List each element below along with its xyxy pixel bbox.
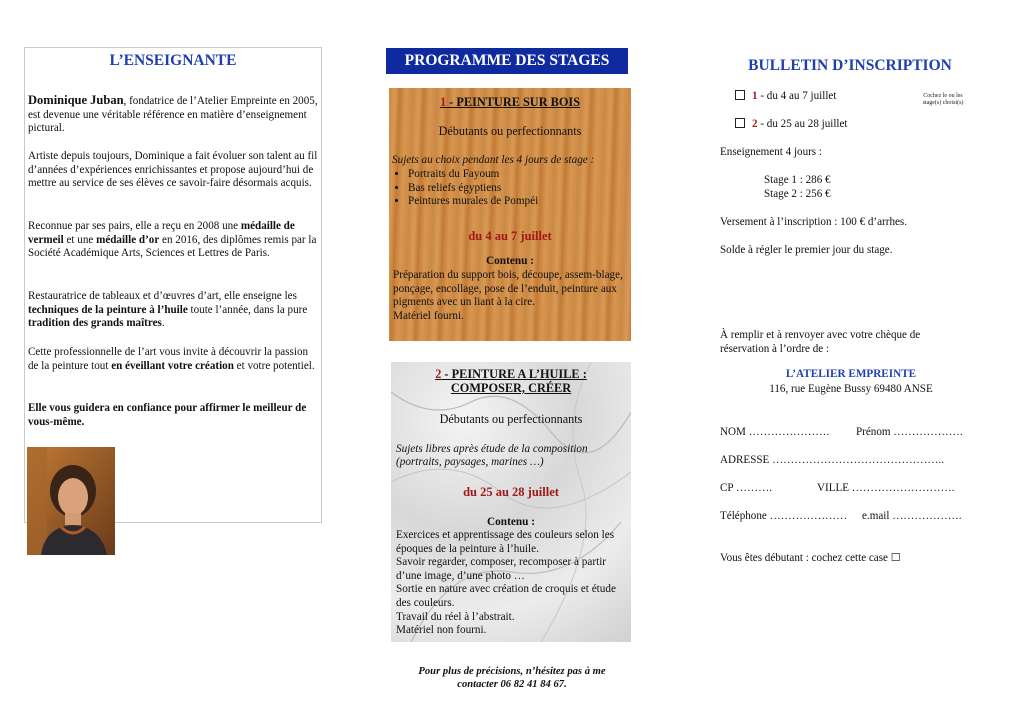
stage1-subjects bbox=[389, 168, 631, 209]
stage1-contenu-label: Contenu : bbox=[485, 255, 535, 267]
hint-line: stage(s) choisi(s) bbox=[922, 100, 964, 107]
bio-bold: médaille de vermeil bbox=[28, 220, 295, 246]
teacher-title: L’ENSEIGNANTE bbox=[109, 52, 237, 69]
stage2-intro: Sujets libres après étude de la composition (portraits, paysages, marines …) bbox=[396, 443, 588, 468]
bio-text: et une bbox=[63, 233, 97, 246]
atelier-name: L’ATELIER EMPREINTE bbox=[785, 368, 917, 380]
bio-bold: médaille d’or bbox=[96, 233, 160, 246]
email-field[interactable]: e.mail ………………. bbox=[862, 510, 962, 522]
cp-field[interactable]: CP ………. bbox=[720, 482, 772, 494]
registration-title: BULLETIN D’INSCRIPTION bbox=[748, 57, 952, 74]
stage1-contenu: Préparation du support bois, découpe, assem-blage, ponçage, encollage, pose de l’enduit, peinture aux pigments avec un liant à la cire. bbox=[393, 269, 623, 309]
stage1-title-text: - PEINTURE SUR BOIS bbox=[446, 95, 581, 109]
stage1-dates: du 4 au 7 juillet bbox=[468, 229, 552, 243]
beginner-checkbox[interactable]: Vous êtes débutant : cochez cette case ☐ bbox=[720, 552, 901, 564]
checkbox-icon[interactable] bbox=[735, 118, 745, 128]
bio-paragraph-1 bbox=[28, 94, 318, 136]
stage1-materiel: Matériel fourni. bbox=[393, 310, 464, 322]
stage2-line: Savoir regarder, composer, recomposer à partir d’une image, d’une photo … bbox=[396, 556, 607, 582]
bio-text: Cette professionnelle de l’art vous invite à découvrir la passion de la peinture tout bbox=[28, 346, 309, 372]
list-item: • Bas reliefs égyptiens bbox=[408, 182, 631, 196]
contact-line: contacter 06 82 41 84 67. bbox=[457, 679, 567, 690]
option-number: 1 bbox=[752, 90, 758, 102]
bio-bold: en éveillant votre création bbox=[111, 359, 234, 372]
checkbox-icon[interactable] bbox=[735, 90, 745, 100]
bio-text: Reconnue par ses pairs, elle a reçu en 2008 une bbox=[28, 220, 241, 232]
teacher-name: Dominique Juban bbox=[28, 93, 124, 107]
bio-bold: techniques de la peinture à l’huile bbox=[28, 303, 188, 316]
stage2-title-text: - PEINTURE A L’HUILE : bbox=[441, 367, 587, 381]
stage2-line: Sortie en nature avec création de croquis et étude des couleurs. bbox=[396, 583, 616, 609]
list-item: • Portraits du Fayoum bbox=[408, 168, 631, 182]
send-instructions: À remplir et à renvoyer avec votre chèque de réservation à l’ordre de : bbox=[720, 329, 921, 355]
stage2-level: Débutants ou perfectionnants bbox=[439, 412, 583, 426]
stage2-title-text: COMPOSER, CRÉER bbox=[450, 381, 572, 395]
bio-bold: tradition des grands maîtres bbox=[28, 317, 162, 330]
stage1-intro: Sujets au choix pendant les 4 jours de stage : bbox=[392, 154, 595, 166]
stage2-dates: du 25 au 28 juillet bbox=[463, 485, 559, 499]
bio-paragraph-6: Elle vous guidera en confiance pour affirmer le meilleur de vous-même. bbox=[28, 402, 307, 428]
stage1-option[interactable] bbox=[735, 90, 836, 102]
telephone-field[interactable]: Téléphone ………………… bbox=[720, 510, 848, 522]
stage2-contenu-label: Contenu : bbox=[486, 516, 536, 528]
bio-paragraph-4 bbox=[28, 290, 318, 331]
portrait-image bbox=[27, 447, 115, 555]
price-stage2: Stage 2 : 256 € bbox=[764, 188, 831, 200]
contact-note bbox=[390, 665, 634, 691]
ville-field[interactable]: VILLE ………………………. bbox=[817, 482, 955, 494]
bio-paragraph-2: Artiste depuis toujours, Dominique a fait évoluer son talent au fil d’années d’expériences enrichissantes et propose aujourd’hui de mettre au service de ses élèves ce savoir-faire désormais acquis. bbox=[28, 150, 318, 190]
checkbox-hint bbox=[914, 93, 972, 107]
programme-title: PROGRAMME DES STAGES bbox=[386, 48, 628, 74]
stage2-line: Exercices et apprentissage des couleurs selon les époques de la peinture à l’huile. bbox=[396, 529, 615, 555]
stage1-title bbox=[389, 95, 631, 110]
contact-line: Pour plus de précisions, n’hésitez pas à me bbox=[418, 666, 606, 677]
bio-paragraph-5 bbox=[28, 346, 318, 373]
nom-field[interactable]: NOM …………………. bbox=[720, 426, 830, 438]
atelier-address: 116, rue Eugène Bussy 69480 ANSE bbox=[769, 383, 933, 395]
stage1-panel bbox=[389, 88, 631, 341]
hint-line: Cochez le ou les bbox=[923, 93, 963, 99]
stage1-number: 1 bbox=[439, 95, 447, 109]
bio-text: toute l’année, dans la pure bbox=[187, 303, 308, 316]
price-stage1: Stage 1 : 286 € bbox=[764, 174, 831, 186]
teacher-portrait bbox=[27, 447, 115, 555]
stage2-line: Matériel non fourni. bbox=[396, 624, 487, 637]
bio-paragraph-3 bbox=[28, 220, 318, 261]
bio-text: , fondatrice de l’Atelier Empreinte en 2005, est devenue une véritable référence en matière d’enseignement pictural. bbox=[28, 95, 318, 135]
stage2-panel bbox=[391, 362, 631, 642]
bio-text: . bbox=[161, 317, 165, 330]
option-label: - du 4 au 7 juillet bbox=[757, 90, 837, 102]
list-item: • Peintures murales de Pompéi bbox=[408, 195, 631, 209]
prenom-field[interactable]: Prénom ………………. bbox=[856, 426, 963, 438]
adresse-field[interactable]: ADRESSE ……………………………………….. bbox=[720, 454, 945, 466]
option-number: 2 bbox=[752, 118, 758, 130]
balance-text: Solde à régler le premier jour du stage. bbox=[720, 244, 893, 256]
bio-text: en 2016, des diplômes remis par la Société Académique Arts, Sciences et Lettres de Paris. bbox=[28, 233, 317, 260]
bio-text: Restauratrice de tableaux et d’œuvres d’art, elle enseigne les bbox=[28, 290, 297, 302]
option-label: - du 25 au 28 juillet bbox=[757, 118, 848, 130]
stage2-line: Travail du réel à l’abstrait. bbox=[396, 610, 515, 623]
stage1-level: Débutants ou perfectionnants bbox=[438, 124, 582, 138]
stage2-number: 2 bbox=[435, 367, 442, 381]
stage2-option[interactable] bbox=[735, 118, 848, 130]
deposit-text: Versement à l’inscription : 100 € d’arrhes. bbox=[720, 216, 908, 228]
teaching-duration: Enseignement 4 jours : bbox=[720, 146, 822, 158]
stage2-title bbox=[391, 367, 631, 395]
stage2-contenu bbox=[396, 529, 628, 638]
bio-text: et votre potentiel. bbox=[233, 359, 315, 372]
